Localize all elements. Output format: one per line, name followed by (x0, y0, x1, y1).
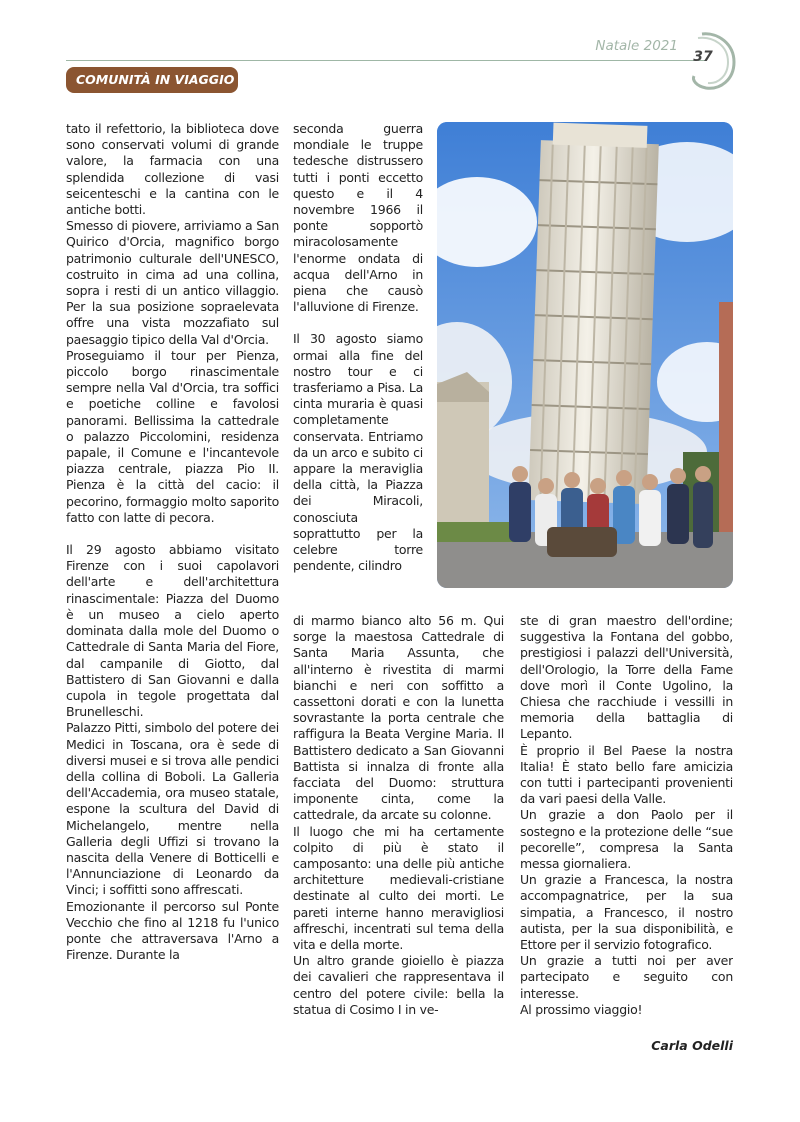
tower-group-photo (437, 122, 733, 588)
paragraph: Un grazie a don Paolo per il sostegno e la protezione delle “sue pecorelle”, compresa la Santa messa giornaliera. (520, 807, 733, 872)
paragraph: Il luogo che mi ha certamente colpito di più è stato il camposanto: una delle più antiche architetture medievali-cristiane destinate al culto dei morti. Le pareti interne hanno meravigliosi affreschi, incentrati sul tema della vita e della morte. (293, 823, 504, 953)
paragraph: di marmo bianco alto 56 m. Qui sorge la maestosa Cattedrale di Santa Maria Assunta, che all'interno è rivestita di marmi bianchi e neri con soffitto a cassettoni dorati e con la lunetta sovrastante la porta centrale che raffigura la Beata Vergine Maria. Il Battistero dedicato a San Giovanni Battista si innalza di fronte alla facciata del Duomo: struttura imponente cinta, come la cattedrale, da arcate su colonne. (293, 613, 504, 823)
paragraph: tato il refettorio, la biblioteca dove sono conservati volumi di grande valore, la farmacia con una splendida collezione di vasi seicenteschi e la cantina con le antiche botti. (66, 121, 279, 218)
paragraph: Smesso di piovere, arriviamo a San Quirico d'Orcia, magnifico borgo patrimonio culturale dell'UNESCO, costruito in cima ad una collina, sopra i resti di un antico villaggio. Per la sua posizione sopraelevata offre una vista mozzafiato sul paesaggio tipico della Val d'Orcia. (66, 218, 279, 347)
page-number: 37 (693, 49, 713, 65)
paragraph: Il 29 agosto abbiamo visitato Firenze con i suoi capolavori dell'arte e dell'architettura rinascimentale: Piazza del Duomo è un museo a cielo aperto dominata dalla mole del Duomo o Cattedrale di Santa Maria del Fiore, dal campanile di Giotto, dal Battistero di San Giovanni e dalla cupola in tegole progettata dal Brunelleschi. (66, 542, 279, 720)
article-column-2-bottom (293, 613, 504, 1063)
section-tag: COMUNITÀ IN VIAGGIO (66, 67, 238, 93)
paragraph: ste di gran maestro dell'ordine; suggestiva la Fontana del gobbo, prestigiosi i palazzi dell'Università, dell'Orologio, la Torre della Fame dove morì il Conte Ugolino, la Chiesa che racchiude i vessilli in memoria della battaglia di Lepanto. (520, 613, 733, 742)
paragraph: Al prossimo viaggio! (520, 1001, 643, 1017)
paragraph: seconda guerra mondiale le truppe tedesche distrussero tutti i ponti eccetto questo e il 4 novembre 1966 il ponte sopportò miracolosamente l'enorme ondata di acqua dell'Arno in piena che causò l'alluvione di Firenze. (293, 121, 423, 315)
paragraph: Emozionante il percorso sul Ponte Vecchio che fino al 1218 fu l'unico ponte che attraversava l'Arno a Firenze. Durante la (66, 898, 279, 963)
author-signature: Carla Odelli (651, 1038, 733, 1053)
paragraph: Un altro grande gioiello è piazza dei cavalieri che rappresentava il centro del potere civile: bella la statua di Cosimo I in ve- (293, 953, 504, 1017)
paragraph: Il 30 agosto siamo ormai alla fine del nostro tour e ci trasferiamo a Pisa. La cinta muraria è quasi completamente conservata. Entriamo da un arco e subito ci appare la meraviglia della città, la Piazza dei Miracoli, conosciuta soprattutto per la celebre torre pendente, cilindro (293, 331, 423, 574)
article-column-2-top (293, 121, 423, 613)
paragraph: Proseguiamo il tour per Pienza, piccolo borgo rinascimentale sempre nella Val d'Orcia, tra soffici e poetiche colline e favolosi panorami. Bellissima la cattedrale o palazzo Piccolomini, residenza papale, il Comune e l'incantevole piazza centrale, piazza Pio II. Pienza è la città del cacio: il pecorino, formaggio molto saporito fatto con latte di pecora. (66, 347, 279, 525)
paragraph: È proprio il Bel Paese la nostra Italia! È stato bello fare amicizia con tutti i partecipanti provenienti da vari paesi della Valle. (520, 742, 733, 807)
paragraph: Un grazie a Francesca, la nostra accompagnatrice, per la sua simpatia, a Francesco, il nostro autista, per la sua disponibilità, e Ettore per il servizio fotografico. (520, 872, 733, 953)
header-rule (66, 60, 706, 61)
edition-label: Natale 2021 (595, 38, 678, 54)
photo-illustration (437, 122, 733, 588)
article-column-3 (520, 613, 733, 1033)
paragraph: Palazzo Pitti, simbolo del potere dei Medici in Toscana, ora è sede di diversi musei e si trova alle pendici della collina di Boboli. La Galleria dell'Accademia, ora museo statale, espone la scultura del David di Michelangelo, mentre nella Galleria degli Uffizi si trovano la nascita della Venere di Botticelli e l'Annunciazione di Leonardo da Vinci; i soffitti sono affrescati. (66, 720, 279, 898)
article-column-1 (66, 121, 279, 1061)
paragraph: Un grazie a tutti noi per aver partecipato e seguito con interesse. (520, 953, 733, 1001)
